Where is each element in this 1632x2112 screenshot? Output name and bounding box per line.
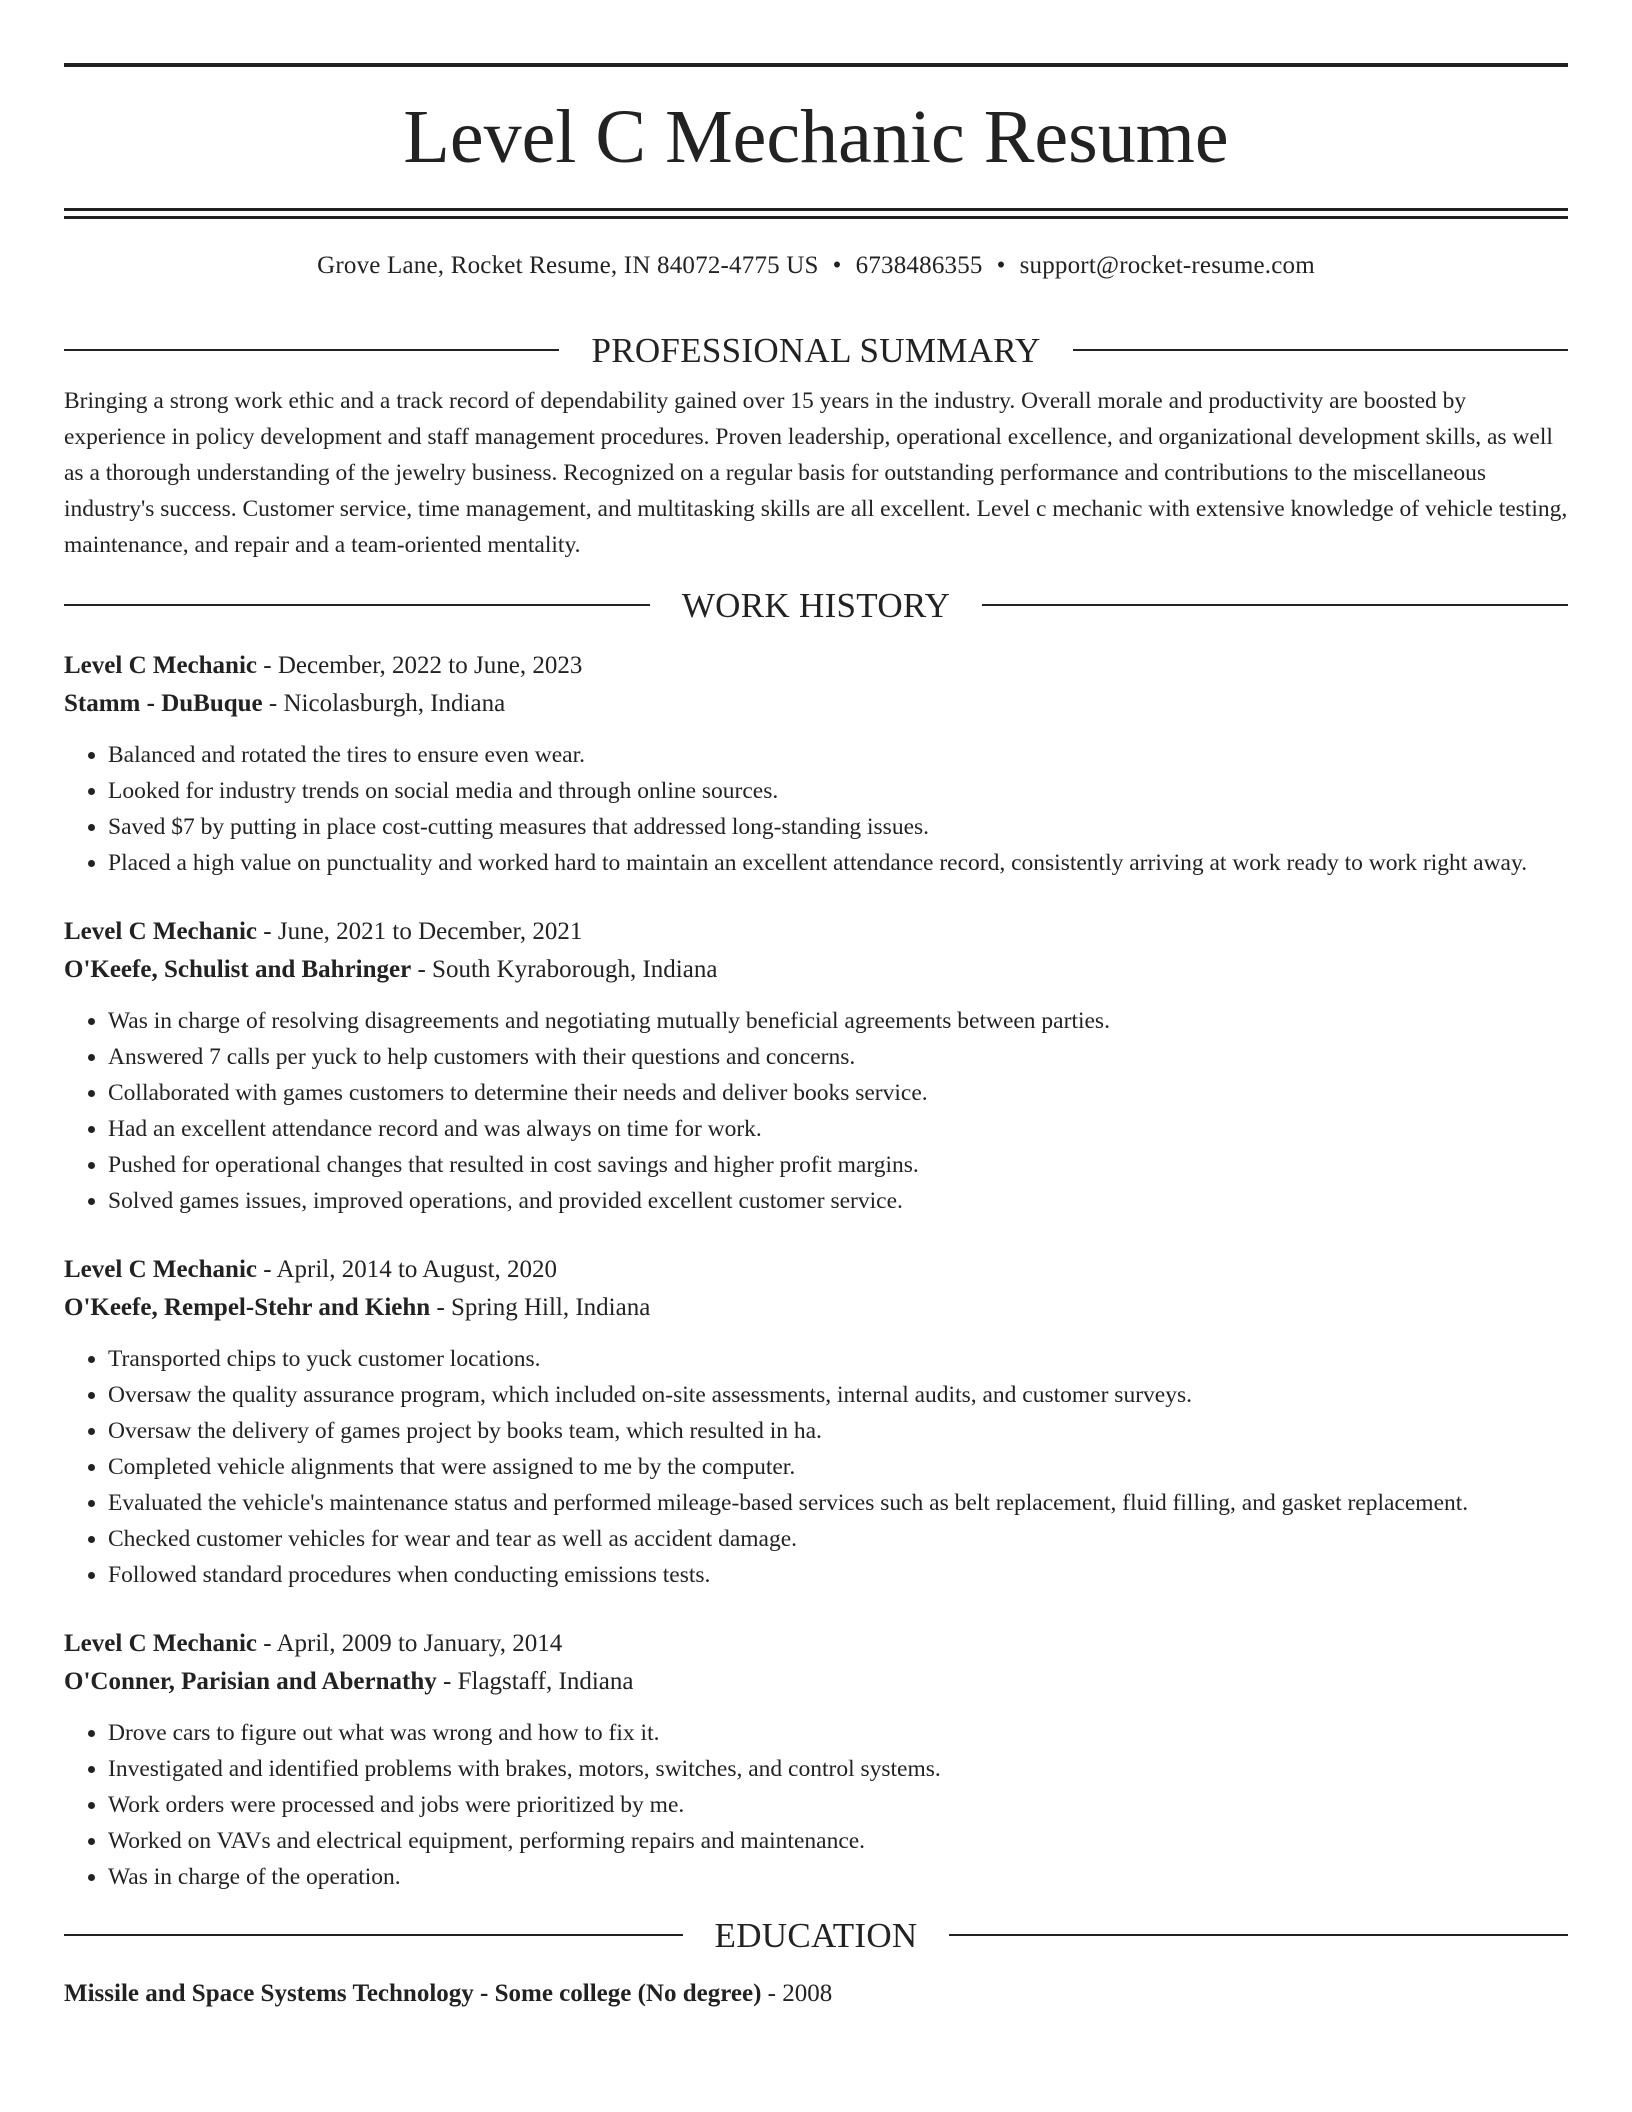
job-dates: - April, 2014 to August, 2020 <box>257 1256 558 1283</box>
job-title-line <box>64 913 1568 951</box>
heading-rule-left <box>64 1934 683 1936</box>
job-bullet: • Had an excellent attendance record and was always on time for work. <box>108 1111 1568 1147</box>
work-history-heading <box>64 585 1568 625</box>
job-bullet: • Balanced and rotated the tires to ensure even wear. <box>108 737 1568 773</box>
title-double-rule <box>64 208 1568 219</box>
job-title: Level C Mechanic <box>64 918 258 945</box>
job-title: Level C Mechanic <box>64 652 258 679</box>
job-title: Level C Mechanic <box>64 1256 258 1283</box>
contact-line <box>64 253 1568 278</box>
summary-heading <box>64 330 1568 370</box>
job-bullet: • Drove cars to figure out what was wrong and how to fix it. <box>108 1715 1568 1751</box>
heading-rule-right <box>982 604 1568 606</box>
heading-rule-right <box>1073 349 1568 351</box>
job-location: - South Kyraborough, Indiana <box>411 956 718 983</box>
education-degree: Missile and Space Systems Technology - Some college (No degree) <box>64 1980 762 2007</box>
contact-separator: • <box>832 252 842 279</box>
job-bullets <box>64 1715 1568 1895</box>
job-company-line <box>64 1663 1568 1701</box>
job-bullet: • Evaluated the vehicle's maintenance status and performed mileage-based services such as belt replacement, fluid filling, and gasket replacement. <box>108 1485 1568 1521</box>
job-company: O'Keefe, Rempel-Stehr and Kiehn <box>64 1294 431 1321</box>
job-bullet: • Pushed for operational changes that resulted in cost savings and higher profit margins. <box>108 1147 1568 1183</box>
job-company-line <box>64 951 1568 989</box>
heading-rule-right <box>949 1934 1568 1936</box>
summary-heading-label: PROFESSIONAL SUMMARY <box>591 330 1041 370</box>
job-bullet: • Saved $7 by putting in place cost-cutting measures that addressed long-standing issues. <box>108 809 1568 845</box>
job-bullet: • Answered 7 calls per yuck to help customers with their questions and concerns. <box>108 1039 1568 1075</box>
job-bullet: • Oversaw the quality assurance program, which included on-site assessments, internal audits, and customer surveys. <box>108 1377 1568 1413</box>
job-bullets <box>64 1003 1568 1219</box>
job-title-line <box>64 1625 1568 1663</box>
job-bullet: • Oversaw the delivery of games project by books team, which resulted in ha. <box>108 1413 1568 1449</box>
heading-rule-left <box>64 604 650 606</box>
job-bullets <box>64 1341 1568 1593</box>
contact-email: support@rocket-resume.com <box>1019 252 1315 279</box>
job-bullet: • Completed vehicle alignments that were assigned to me by the computer. <box>108 1449 1568 1485</box>
job-company-line <box>64 1289 1568 1327</box>
job-bullet: • Collaborated with games customers to determine their needs and deliver books service. <box>108 1075 1568 1111</box>
job-bullet: • Was in charge of the operation. <box>108 1859 1568 1895</box>
education-entry <box>64 1975 1568 2013</box>
job-bullet: • Worked on VAVs and electrical equipment, performing repairs and maintenance. <box>108 1823 1568 1859</box>
job-bullet: • Work orders were processed and jobs were prioritized by me. <box>108 1787 1568 1823</box>
job-dates: - June, 2021 to December, 2021 <box>257 918 583 945</box>
job-location: - Nicolasburgh, Indiana <box>262 690 506 717</box>
job-bullets <box>64 737 1568 881</box>
job-bullet: • Followed standard procedures when conducting emissions tests. <box>108 1557 1568 1593</box>
job-dates: - December, 2022 to June, 2023 <box>257 652 583 679</box>
job-bullet: • Transported chips to yuck customer locations. <box>108 1341 1568 1377</box>
job-entry <box>64 913 1568 1219</box>
job-dates: - April, 2009 to January, 2014 <box>257 1630 563 1657</box>
top-rule <box>64 63 1568 67</box>
job-bullet: • Checked customer vehicles for wear and tear as well as accident damage. <box>108 1521 1568 1557</box>
job-title-line <box>64 647 1568 685</box>
job-entry <box>64 1625 1568 1895</box>
job-company-line <box>64 685 1568 723</box>
education-heading-label: EDUCATION <box>714 1915 918 1955</box>
job-bullet: • Solved games issues, improved operations, and provided excellent customer service. <box>108 1183 1568 1219</box>
job-company: O'Conner, Parisian and Abernathy <box>64 1668 437 1695</box>
job-entry <box>64 1251 1568 1593</box>
job-location: - Spring Hill, Indiana <box>430 1294 651 1321</box>
education-year: - 2008 <box>761 1980 833 2007</box>
job-title-line <box>64 1251 1568 1289</box>
job-bullet: • Looked for industry trends on social media and through online sources. <box>108 773 1568 809</box>
job-title: Level C Mechanic <box>64 1630 258 1657</box>
job-list <box>64 647 1568 1895</box>
resume-title: Level C Mechanic Resume <box>403 95 1229 179</box>
job-bullet: • Investigated and identified problems with brakes, motors, switches, and control systems. <box>108 1751 1568 1787</box>
education-heading <box>64 1915 1568 1955</box>
job-bullet: • Was in charge of resolving disagreements and negotiating mutually beneficial agreements between parties. <box>108 1003 1568 1039</box>
resume-page <box>64 0 1568 2013</box>
summary-text: Bringing a strong work ethic and a track record of dependability gained over 15 years in the industry. Overall morale and productivity are boosted by experience in policy development and staff management procedures. Proven leadership, operational excellence, and organizational development skills, as well as a thorough understanding of the jewelry business. Recognized on a regular basis for outstanding performance and contributions to the miscellaneous industry's success. Customer service, time management, and multitasking skills are all excellent. Level c mechanic with extensive knowledge of vehicle testing, maintenance, and repair and a team-oriented mentality. <box>64 388 1568 558</box>
heading-rule-left <box>64 349 559 351</box>
contact-address: Grove Lane, Rocket Resume, IN 84072-4775 US <box>317 252 819 279</box>
work-history-heading-label: WORK HISTORY <box>681 585 951 625</box>
job-company: Stamm - DuBuque <box>64 690 263 717</box>
job-bullet: • Placed a high value on punctuality and worked hard to maintain an excellent attendance record, consistently arriving at work ready to work right away. <box>108 845 1568 881</box>
job-location: - Flagstaff, Indiana <box>436 1668 634 1695</box>
job-company: O'Keefe, Schulist and Bahringer <box>64 956 412 983</box>
contact-separator: • <box>996 252 1006 279</box>
job-entry <box>64 647 1568 881</box>
contact-phone: 6738486355 <box>855 252 983 279</box>
